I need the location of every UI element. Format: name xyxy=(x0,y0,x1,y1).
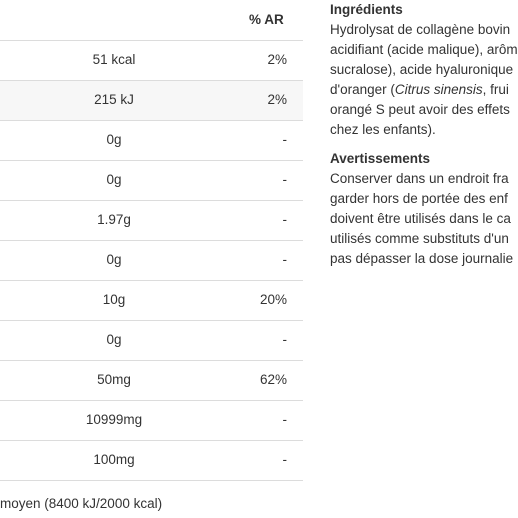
table-row xyxy=(0,241,303,281)
ingredients-text-line: chez les enfants). xyxy=(330,122,436,137)
nutrient-ar: - xyxy=(282,252,287,267)
nutrient-value: 0g xyxy=(106,132,122,147)
nutrient-ar: 62% xyxy=(259,372,287,387)
table-row xyxy=(0,121,303,161)
nutrient-value: 51 kcal xyxy=(92,52,136,67)
warnings-text-line: garder hors de portée des enf xyxy=(330,191,508,206)
ingredients-heading: Ingrédients xyxy=(330,2,403,17)
nutrient-value: 10g xyxy=(102,292,126,307)
nutrient-ar: - xyxy=(282,172,287,187)
table-row xyxy=(0,321,303,361)
table-row xyxy=(0,81,303,121)
nutrient-value: 1.97g xyxy=(97,212,131,227)
warnings-heading: Avertissements xyxy=(330,151,431,166)
nutrient-ar: 2% xyxy=(267,52,287,67)
ingredients-text-line: acidifiant (acide malique), arôm xyxy=(330,42,518,57)
ingredients-text-line xyxy=(330,80,518,100)
nutrient-ar: 20% xyxy=(259,292,287,307)
nutrient-value: 215 kJ xyxy=(94,92,134,107)
nutrient-value: 0g xyxy=(106,172,122,187)
nutrient-value: 50mg xyxy=(97,372,131,387)
warnings-text-line: utilisés comme substituts d'un xyxy=(330,231,509,246)
table-row xyxy=(0,281,303,321)
nutrient-ar: - xyxy=(282,332,287,347)
table-row xyxy=(0,441,303,481)
ingredients-latin-name: Citrus sinensis xyxy=(394,82,483,97)
nutrient-value: 0g xyxy=(106,252,122,267)
warnings-text-line: doivent être utilisés dans le ca xyxy=(330,211,511,226)
product-info-panel xyxy=(330,0,518,269)
warnings-text-line: pas dépasser la dose journalie xyxy=(330,251,514,266)
ar-column-header: % AR xyxy=(249,12,284,27)
ingredients-text-line: sucralose), acide hyaluronique xyxy=(330,62,514,77)
ingredients-text-fragment: d'oranger ( xyxy=(330,82,395,97)
table-row xyxy=(0,161,303,201)
nutrient-ar: - xyxy=(282,212,287,227)
nutrient-value: 10999mg xyxy=(85,412,143,427)
ingredients-text-line: orangé S peut avoir des effets xyxy=(330,102,510,117)
nutrient-ar: - xyxy=(282,452,287,467)
ingredients-text-fragment: , frui xyxy=(482,82,509,97)
nutrition-table-header xyxy=(0,0,303,41)
table-row xyxy=(0,361,303,401)
nutrient-value: 100mg xyxy=(93,452,135,467)
table-row xyxy=(0,201,303,241)
nutrition-footnote: moyen (8400 kJ/2000 kcal) xyxy=(0,496,163,511)
warnings-text-line: Conserver dans un endroit fra xyxy=(330,171,509,186)
nutrient-value: 0g xyxy=(106,332,122,347)
table-row xyxy=(0,41,303,81)
nutrient-ar: - xyxy=(282,412,287,427)
nutrient-ar: - xyxy=(282,132,287,147)
ingredients-text-line: Hydrolysat de collagène bovin xyxy=(330,22,511,37)
table-row xyxy=(0,401,303,441)
nutrient-ar: 2% xyxy=(267,92,287,107)
